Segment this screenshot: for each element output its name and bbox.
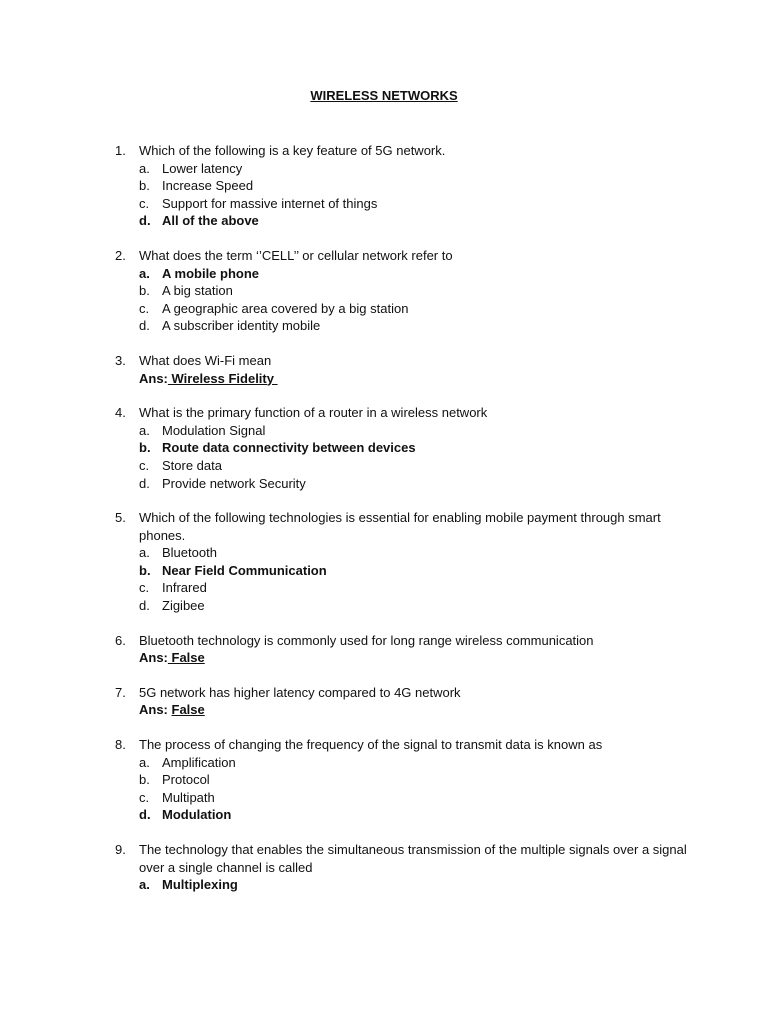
option-letter: c. <box>139 457 150 473</box>
answer-line <box>139 370 692 388</box>
option-letter: d. <box>139 213 151 229</box>
option-c <box>139 457 692 475</box>
option-text: A geographic area covered by a big station <box>162 300 409 316</box>
answer-label: Ans: <box>139 650 168 666</box>
option-text: Store data <box>162 457 222 473</box>
question-7 <box>112 684 692 719</box>
option-c <box>139 300 692 318</box>
option-d <box>139 475 692 493</box>
question-text: Which of the following is a key feature of 5G network. <box>139 143 446 158</box>
question-number: 5. <box>115 510 126 526</box>
question-number: 7. <box>115 684 126 700</box>
option-d-correct <box>139 806 692 824</box>
answer-value: Wireless Fidelity <box>167 370 278 386</box>
option-letter: d. <box>139 598 150 614</box>
option-b <box>139 771 692 789</box>
answer-value: False <box>171 702 205 718</box>
option-letter: b. <box>139 772 150 788</box>
question-8 <box>112 736 692 824</box>
option-text: Route data connectivity between devices <box>162 440 416 456</box>
option-text: Bluetooth <box>162 545 217 561</box>
question-text: Bluetooth technology is commonly used for long range wireless communication <box>139 632 594 648</box>
option-b <box>139 177 692 195</box>
option-text: Support for massive internet of things <box>162 195 378 211</box>
question-list <box>112 142 692 911</box>
option-text: Protocol <box>162 772 210 788</box>
option-letter: c. <box>139 195 150 211</box>
option-letter: b. <box>139 562 151 578</box>
option-a <box>139 754 692 772</box>
option-text: Multiplexing <box>162 877 238 893</box>
option-text: Provide network Security <box>162 475 306 491</box>
document-title: WIRELESS NETWORKS <box>310 88 458 103</box>
option-text: Zigibee <box>162 598 205 614</box>
option-letter: a. <box>139 422 150 438</box>
option-d <box>139 597 692 615</box>
option-text: A mobile phone <box>162 265 260 281</box>
option-a <box>139 160 692 178</box>
option-text: Modulation Signal <box>162 422 266 438</box>
question-text: 5G network has higher latency compared to 4G network <box>139 684 461 700</box>
option-c <box>139 579 692 597</box>
option-letter: d. <box>139 318 150 334</box>
question-2 <box>112 247 692 335</box>
answer-line <box>139 649 692 667</box>
option-text: Multipath <box>162 789 215 805</box>
option-text: A big station <box>162 283 233 299</box>
answer-label: Ans: <box>139 702 168 718</box>
option-text: Modulation <box>162 807 232 823</box>
question-number: 2. <box>115 247 126 263</box>
answer-label: Ans: <box>139 370 168 386</box>
option-letter: a. <box>139 877 150 893</box>
option-letter: b. <box>139 178 150 194</box>
question-text: The technology that enables the simultaneous transmission of the multiple signals over a signal over a single channel is called <box>139 842 687 875</box>
question-text: What does the term ‘’CELL’’ or cellular network refer to <box>139 247 453 263</box>
option-text: Near Field Communication <box>162 562 327 578</box>
question-text: What is the primary function of a router in a wireless network <box>139 405 488 421</box>
option-a-correct <box>139 876 692 894</box>
question-number: 6. <box>115 632 126 648</box>
option-letter: d. <box>139 807 151 823</box>
option-a-correct <box>139 265 692 283</box>
option-c <box>139 195 692 213</box>
option-letter: d. <box>139 475 150 491</box>
option-a <box>139 422 692 440</box>
option-b-correct <box>139 562 692 580</box>
option-d-correct <box>139 212 692 230</box>
question-number: 8. <box>115 737 126 753</box>
option-text: Infrared <box>162 580 207 596</box>
option-text: Lower latency <box>162 160 243 176</box>
option-a <box>139 544 692 562</box>
question-4 <box>112 404 692 492</box>
option-text: Amplification <box>162 754 236 770</box>
option-letter: a. <box>139 545 150 561</box>
option-d <box>139 317 692 335</box>
option-b <box>139 282 692 300</box>
option-c <box>139 789 692 807</box>
question-1 <box>112 142 692 230</box>
option-letter: c. <box>139 580 150 596</box>
question-6 <box>112 632 692 667</box>
option-text: A subscriber identity mobile <box>162 318 321 334</box>
question-5 <box>112 509 692 615</box>
question-text: Which of the following technologies is essential for enabling mobile payment through smart phones. <box>139 510 661 543</box>
option-letter: c. <box>139 300 150 316</box>
answer-line <box>139 701 692 719</box>
option-letter: a. <box>139 754 150 770</box>
option-letter: b. <box>139 283 150 299</box>
option-text: Increase Speed <box>162 178 254 194</box>
option-letter: c. <box>139 789 150 805</box>
question-9 <box>112 841 692 894</box>
option-text: All of the above <box>162 213 259 229</box>
question-text: What does Wi-Fi mean <box>139 352 272 368</box>
question-number: 1. <box>115 143 126 158</box>
option-letter: a. <box>139 160 150 176</box>
option-letter: a. <box>139 265 150 281</box>
question-number: 9. <box>115 842 126 857</box>
option-b-correct <box>139 439 692 457</box>
question-3 <box>112 352 692 387</box>
question-text: The process of changing the frequency of the signal to transmit data is known as <box>139 737 603 753</box>
question-number: 3. <box>115 352 126 368</box>
question-number: 4. <box>115 405 126 421</box>
answer-value: False <box>167 650 205 666</box>
option-letter: b. <box>139 440 151 456</box>
